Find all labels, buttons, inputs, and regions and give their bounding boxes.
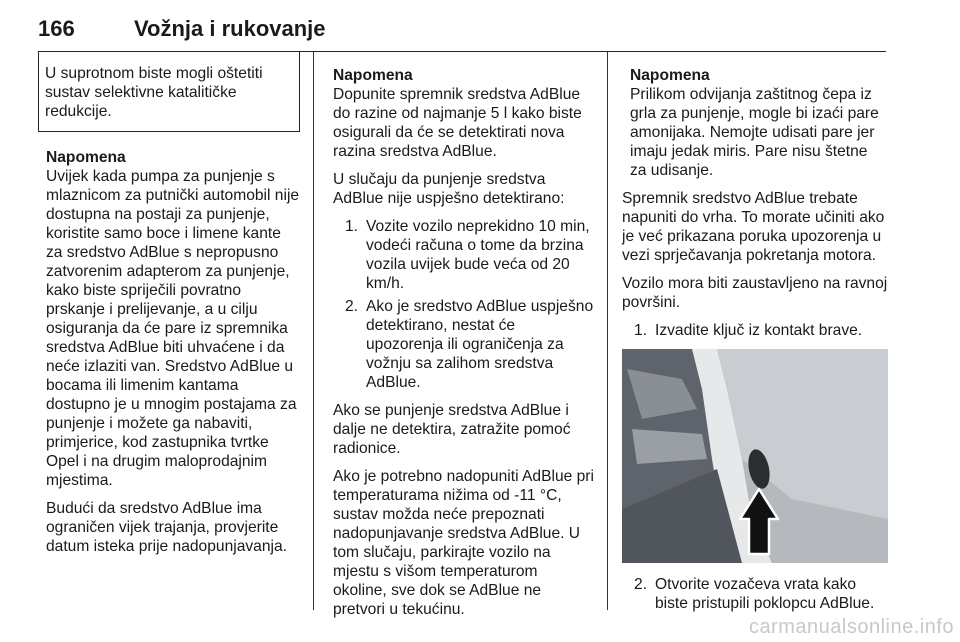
list-item: [333, 217, 595, 293]
note-title: Napomena: [333, 67, 413, 84]
list-item: [622, 575, 888, 613]
note-block-2: [333, 66, 595, 161]
step-number: 1.: [634, 322, 648, 339]
watermark: carmanualsonline.info: [748, 616, 954, 638]
paragraph: U slučaju da punjenje sredstva AdBlue nije uspješno detektirano:: [333, 171, 565, 207]
column-1: [38, 52, 300, 565]
column-2: [333, 52, 595, 628]
column-divider-2: [607, 52, 608, 610]
step-number: 2.: [634, 576, 648, 593]
column-3: [622, 52, 888, 622]
door-illustration: [622, 349, 888, 563]
page-header: [38, 6, 886, 52]
step-text: Izvadite ključ iz kontakt brave.: [655, 322, 863, 339]
warning-text: U suprotnom biste mogli oštetiti sustav selektivne katalitičke redukcije.: [45, 65, 263, 120]
warning-box: [38, 52, 300, 132]
note-title: Napomena: [46, 149, 126, 166]
steps-list: [622, 575, 888, 613]
paragraph: Ako je potrebno nadopuniti AdBlue pri temperaturama nižima od -11 °C, sustav možda neće prepoznati nadopunjavanje sredstva AdBlue. U tom slučaju, parkirajte vozilo na mjestu s višom temperaturom okoline, sve dok se AdBlue ne pretvori u tekućinu.: [333, 468, 594, 618]
step-text: Ako je sredstvo AdBlue uspješno detektirano, nestat će upozorenja ili ograničenja za vožnju sa zalihom sredstva AdBlue.: [366, 298, 594, 391]
paragraph: Vozilo mora biti zaustavljeno na ravnoj površini.: [622, 275, 888, 311]
paragraph: Budući da sredstvo AdBlue ima ograničen vijek trajanja, provjerite datum isteka prije nadopunjavanja.: [46, 500, 287, 555]
chapter-title: Vožnja i rukovanje: [134, 16, 326, 41]
note-text: Uvijek kada pumpa za punjenje s mlaznicom za putnički automobil nije dostupna na postaji za punjenje, koristite samo boce i limene kante za sredstvo AdBlue s nepropusno zatvorenim adapterom za punjenje, kako biste spriječili povratno prskanje i prelijevanje, a u cilju osiguranja da će pare iz spremnika sredstva AdBlue biti uhvaćene i da neće izlaziti van. Sredstvo AdBlue u bocama ili limenim kantama dostupno je u mnogim postajama za punjenje i možete ga nabaviti, primjerice, kod zastupnika tvrtke Opel i na drugim maloprodajnim mjestima.: [46, 168, 300, 489]
column-divider-1: [313, 52, 314, 610]
note-block-1: [38, 148, 300, 490]
door-photo: [622, 349, 888, 563]
step-text: Otvorite vozačeva vrata kako biste pristupili poklopcu AdBlue.: [655, 576, 875, 612]
steps-list: [622, 321, 888, 340]
note-text: Prilikom odvijanja zaštitnog čepa iz grla za punjenje, mogle bi izaći pare amonijaka. Nemojte udisati pare jer imaju jedak miris. Pare nisu štetne za udisanje.: [630, 86, 879, 179]
paragraph: Spremnik sredstvo AdBlue trebate napuniti do vrha. To morate učiniti ako je već prikazana poruka upozorenja u vezi sprječavanja pokretanja motora.: [622, 190, 885, 264]
step-number: 2.: [345, 298, 359, 315]
note-text: Dopunite spremnik sredstva AdBlue do razine od najmanje 5 l kako biste osigurali da će se detektirati nova razina sredstva AdBlue.: [333, 86, 582, 160]
list-item: [333, 297, 595, 392]
step-number: 1.: [345, 218, 359, 235]
page-number: 166: [38, 16, 75, 41]
step-text: Vozite vozilo neprekidno 10 min, vodeći računa o tome da brzina vozila uvijek bude veća od 20 km/h.: [366, 218, 590, 292]
list-item: [622, 321, 888, 340]
paragraph: Ako se punjenje sredstva AdBlue i dalje ne detektira, zatražite pomoć radionice.: [333, 402, 571, 457]
steps-list: [333, 217, 595, 392]
note-title: Napomena: [630, 67, 710, 84]
note-block-3: [622, 66, 888, 180]
